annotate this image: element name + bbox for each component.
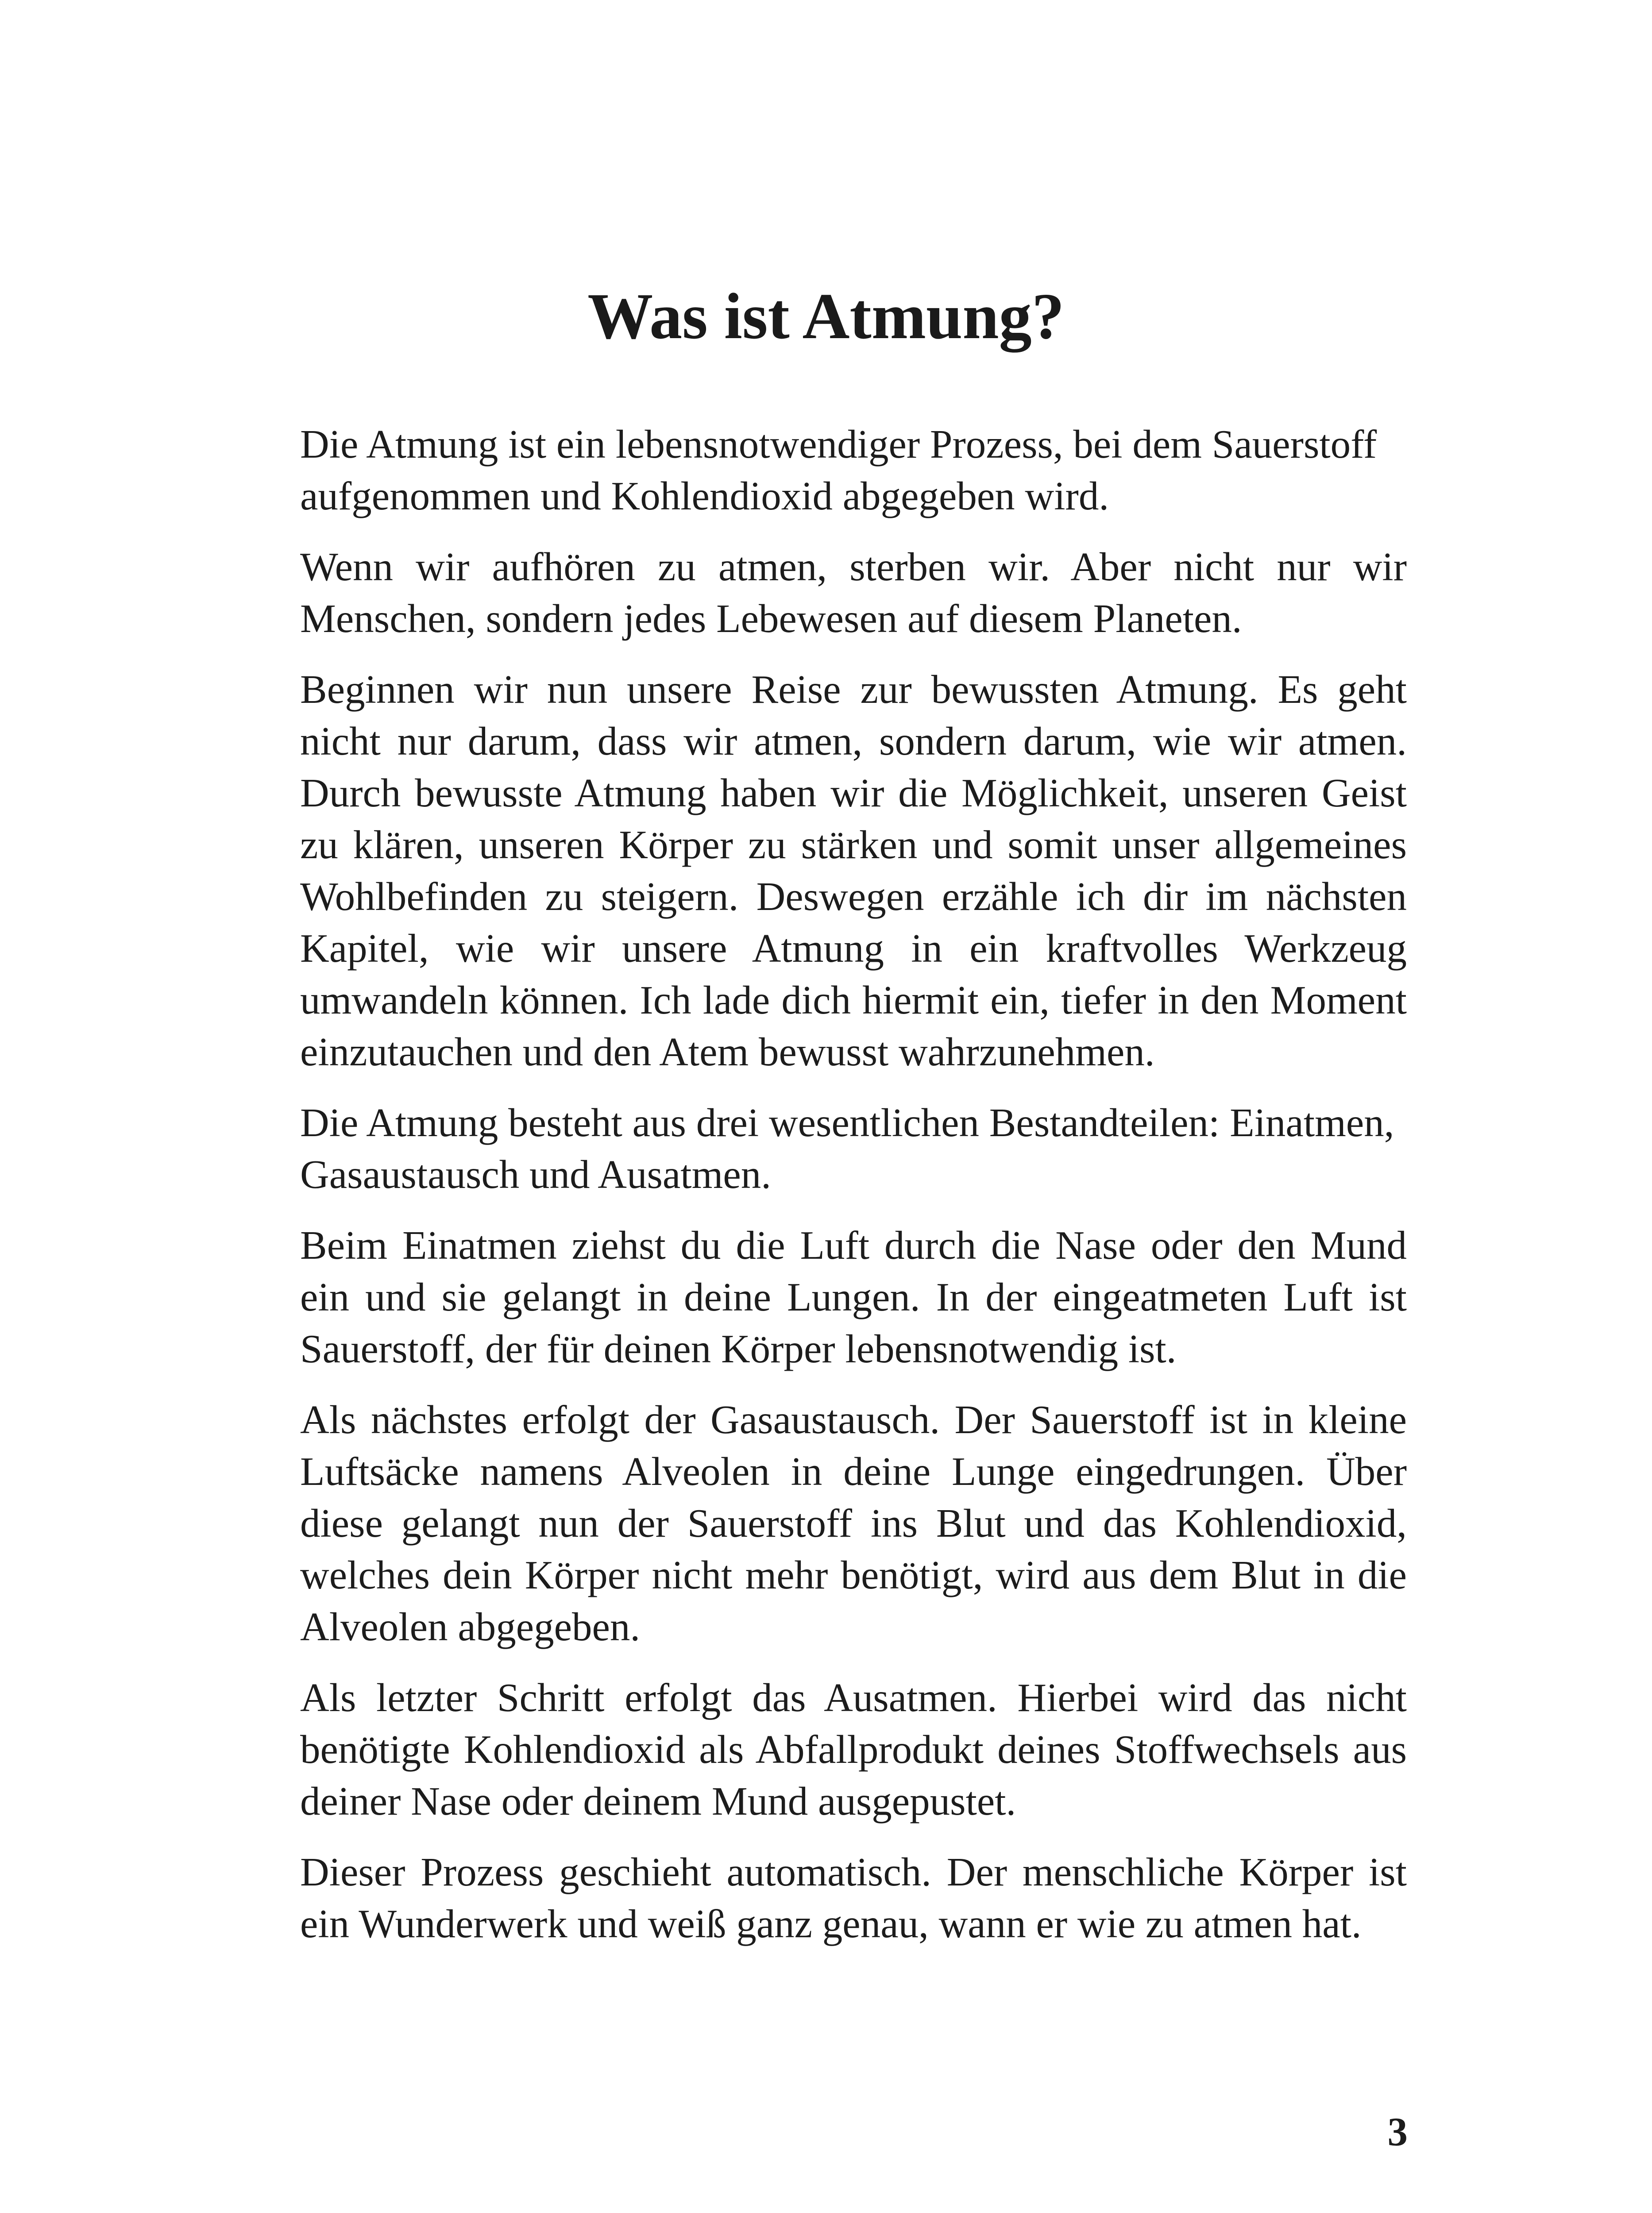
paragraph-7: Als letzter Schritt erfolgt das Ausatmen. Hierbei wird das nicht benötigte Kohlendioxid als Abfallprodukt deines Stoffwechsels aus deiner Nase oder deinem Mund ausgepustet. <box>300 1675 1407 1824</box>
paragraph-6: Als nächstes erfolgt der Gasaustausch. Der Sauerstoff ist in kleine Luftsäcke namens Alveolen in deine Lunge eingedrungen. Über diese gelangt nun der Sauerstoff ins Blut und das Kohlendioxid, welches dein Körper nicht mehr benötigt, wird aus dem Blut in die Alveolen abgegeben. <box>300 1397 1407 1649</box>
paragraph-4: Die Atmung besteht aus drei wesentlichen Bestandteilen: Einatmen, Gasaustausch und Ausatmen. <box>300 1100 1394 1197</box>
paragraph-8: Dieser Prozess geschieht automatisch. Der menschliche Körper ist ein Wunderwerk und weiß ganz genau, wann er wie zu atmen hat. <box>300 1850 1407 1946</box>
paragraph-3: Beginnen wir nun unsere Reise zur bewussten Atmung. Es geht nicht nur darum, dass wir atmen, sondern darum, wie wir atmen. Durch bewusste Atmung haben wir die Möglichkeit, unseren Geist zu klären, unseren Körper zu stärken und somit unser allgemeines Wohlbefinden zu steigern. Deswegen erzähle ich dir im nächsten Kapitel, wie wir unsere Atmung in ein kraftvolles Werkzeug umwandeln können. Ich lade dich hiermit ein, tiefer in den Moment einzutauchen und den Atem bewusst wahrzunehmen. <box>300 667 1407 1074</box>
page-title: Was ist Atmung? <box>587 280 1065 353</box>
paragraph-5: Beim Einatmen ziehst du die Luft durch die Nase oder den Mund ein und sie gelangt in deine Lungen. In der eingeatmeten Luft ist Sauerstoff, der für deinen Körper lebensnotwendig ist. <box>300 1223 1407 1371</box>
page-number: 3 <box>1387 2109 1408 2154</box>
paragraph-2: Wenn wir aufhören zu atmen, sterben wir. Aber nicht nur wir Menschen, sondern jedes Lebewesen auf diesem Planeten. <box>300 544 1407 641</box>
body-text <box>300 418 1407 1969</box>
paragraph-1: Die Atmung ist ein lebensnotwendiger Prozess, bei dem Sauerstoff aufgenommen und Kohlendioxid abgegeben wird. <box>300 422 1377 518</box>
